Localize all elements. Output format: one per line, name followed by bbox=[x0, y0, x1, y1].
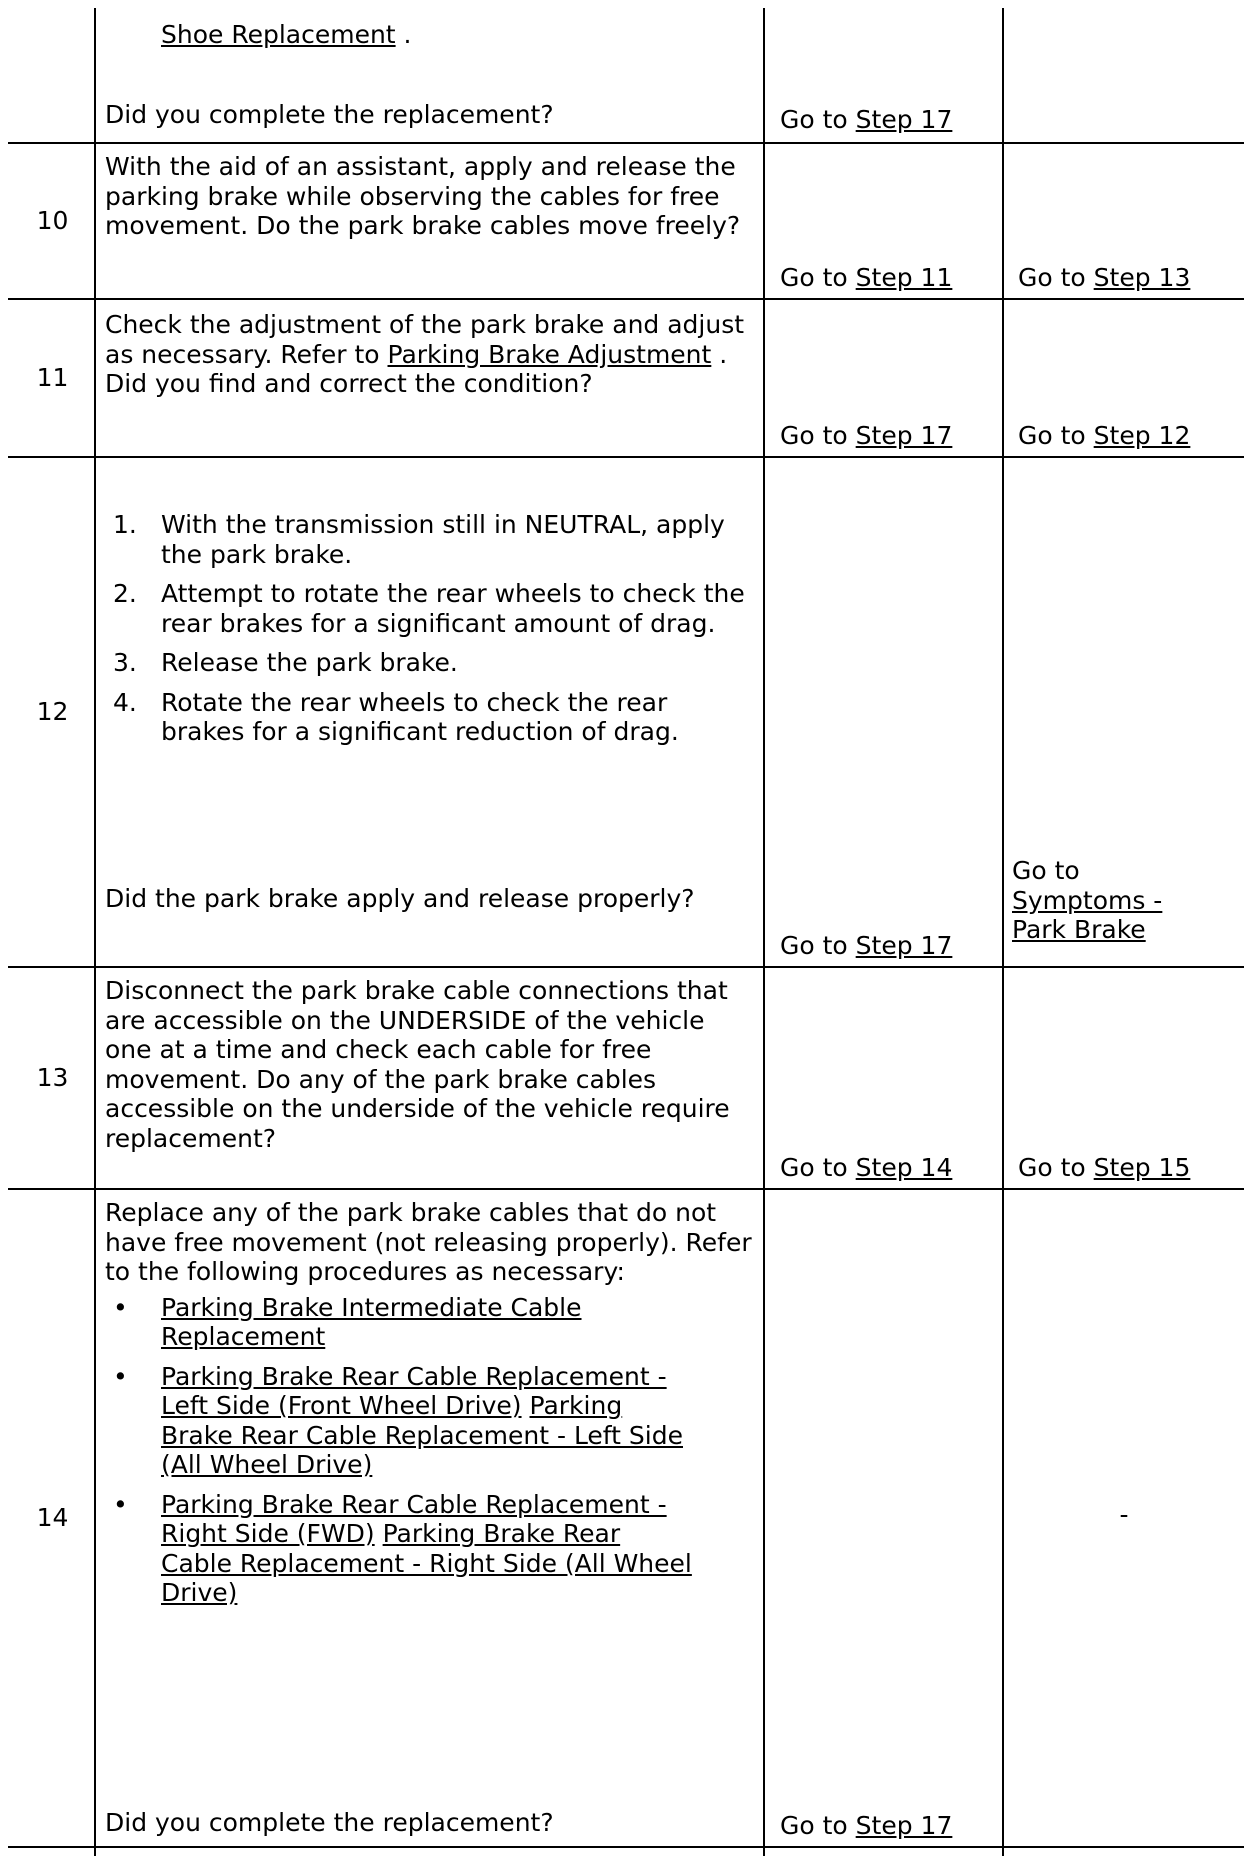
symptoms-park-brake-link[interactable]: Symptoms - Park Brake bbox=[1012, 885, 1163, 944]
row12-description bbox=[105, 510, 755, 960]
list-marker: 4. bbox=[113, 687, 137, 717]
row14-no-value: - bbox=[1119, 1500, 1129, 1529]
row10-no-cell bbox=[1018, 144, 1243, 292]
bullet: • bbox=[113, 1489, 128, 1519]
row11-no-cell bbox=[1018, 300, 1243, 450]
go-to-label: Go to bbox=[1012, 856, 1080, 885]
procedure-links bbox=[105, 1293, 755, 1608]
shoe-replacement-link[interactable]: Shoe Replacement bbox=[161, 20, 396, 49]
step-15-link[interactable]: Step 15 bbox=[1093, 1152, 1191, 1182]
list-item bbox=[105, 688, 755, 747]
go-to-label: Go to bbox=[1018, 1152, 1094, 1182]
list-item bbox=[105, 579, 755, 638]
row10-description: With the aid of an assistant, apply and release the parking brake while observing the cables for free movement. Do the park brake cables move freely? bbox=[105, 152, 741, 240]
go-to-label: Go to bbox=[780, 930, 856, 960]
row14-yes-cell bbox=[780, 1190, 1000, 1840]
go-to-label: Go to bbox=[1018, 420, 1094, 450]
list-item-text: Attempt to rotate the rear wheels to check the rear brakes for a significant amount of drag. bbox=[161, 579, 745, 638]
list-item bbox=[105, 1293, 755, 1352]
row14-description bbox=[105, 1198, 755, 1838]
rear-cable-left-fwd-link[interactable]: Parking Brake Rear Cable Replacement - Left Side (Front Wheel Drive) bbox=[161, 1361, 667, 1420]
list-item-text: With the transmission still in NEUTRAL, apply the park brake. bbox=[161, 510, 725, 569]
row11-text-before: Check the adjustment of the park brake and adjust as necessary. Refer to bbox=[105, 310, 745, 369]
row10-yes-cell bbox=[780, 144, 1000, 292]
step-14-link[interactable]: Step 14 bbox=[855, 1152, 953, 1182]
table-row bbox=[105, 20, 755, 140]
step-13-link[interactable]: Step 13 bbox=[1093, 262, 1191, 292]
list-item bbox=[105, 1362, 755, 1480]
step-number: 13 bbox=[36, 1063, 69, 1093]
step-number: 12 bbox=[36, 697, 69, 727]
parking-brake-adjustment-link[interactable]: Parking Brake Adjustment bbox=[387, 339, 712, 369]
list-marker: 1. bbox=[113, 510, 137, 539]
row-divider bbox=[8, 1846, 1244, 1848]
row13-no-cell bbox=[1018, 968, 1243, 1182]
row11-description bbox=[105, 310, 755, 399]
list-marker: 3. bbox=[113, 648, 137, 677]
step-number: 10 bbox=[36, 206, 69, 236]
list-item bbox=[105, 510, 755, 569]
rear-cable-right-awd-link[interactable]: Parking Brake Rear Cable Replacement - Right Side (All Wheel Drive) bbox=[161, 1519, 692, 1607]
row9-question: Did you complete the replacement? bbox=[105, 100, 554, 129]
list-item-text: Release the park brake. bbox=[161, 648, 458, 677]
list-item bbox=[105, 1490, 755, 1608]
step-17-link[interactable]: Step 17 bbox=[855, 420, 953, 450]
row11-text-after: . Did you find and correct the condition? bbox=[105, 339, 728, 398]
row9-yes-cell bbox=[780, 20, 1000, 134]
step-11-link[interactable]: Step 11 bbox=[855, 262, 953, 292]
row-divider bbox=[8, 456, 1244, 458]
go-to-label: Go to bbox=[780, 262, 856, 292]
bullet: • bbox=[113, 1292, 128, 1322]
step-17-link[interactable]: Step 17 bbox=[855, 930, 953, 960]
link-suffix: . bbox=[395, 20, 412, 49]
rear-cable-right-fwd-link[interactable]: Parking Brake Rear Cable Replacement - Right Side (FWD) bbox=[161, 1489, 667, 1548]
row13-yes-cell bbox=[780, 968, 1000, 1182]
bullet: • bbox=[113, 1361, 128, 1391]
intermediate-cable-replacement-link[interactable]: Parking Brake Intermediate Cable Replacement bbox=[161, 1292, 582, 1351]
go-to-label: Go to bbox=[780, 104, 856, 134]
row12-yes-cell bbox=[780, 458, 1000, 960]
step-number: 11 bbox=[36, 363, 69, 393]
go-to-label: Go to bbox=[780, 1152, 856, 1182]
list-item-text: Rotate the rear wheels to check the rear brakes for a significant reduction of drag. bbox=[161, 687, 679, 746]
grid-line-mid bbox=[763, 8, 765, 1856]
list-item bbox=[105, 648, 755, 678]
go-to-label: Go to bbox=[780, 420, 856, 450]
row14-question: Did you complete the replacement? bbox=[105, 1808, 554, 1837]
procedure-list bbox=[105, 510, 755, 747]
row-divider bbox=[8, 1188, 1244, 1190]
row13-description: Disconnect the park brake cable connections that are accessible on the UNDERSIDE of the vehicle one at a time and check each cable for free movement. Do any of the park brake cables accessible on the underside of the vehicle require replacement? bbox=[105, 976, 730, 1153]
go-to-label: Go to bbox=[780, 1810, 856, 1840]
grid-line-right bbox=[1002, 8, 1004, 1856]
go-to-label: Go to bbox=[1018, 262, 1094, 292]
row11-yes-cell bbox=[780, 300, 1000, 450]
rear-cable-left-awd-link[interactable]: Parking Brake Rear Cable Replacement - Left Side (All Wheel Drive) bbox=[161, 1391, 683, 1479]
row14-intro: Replace any of the park brake cables that do not have free movement (not releasing properly). Refer to the following procedures as necessary: bbox=[105, 1198, 752, 1286]
step-17-link[interactable]: Step 17 bbox=[855, 104, 953, 134]
step-12-link[interactable]: Step 12 bbox=[1093, 420, 1191, 450]
row12-no-cell bbox=[1012, 856, 1237, 945]
step-17-link[interactable]: Step 17 bbox=[855, 1810, 953, 1840]
row12-question: Did the park brake apply and release properly? bbox=[105, 884, 695, 913]
list-marker: 2. bbox=[113, 579, 137, 608]
step-number: 14 bbox=[36, 1503, 69, 1533]
